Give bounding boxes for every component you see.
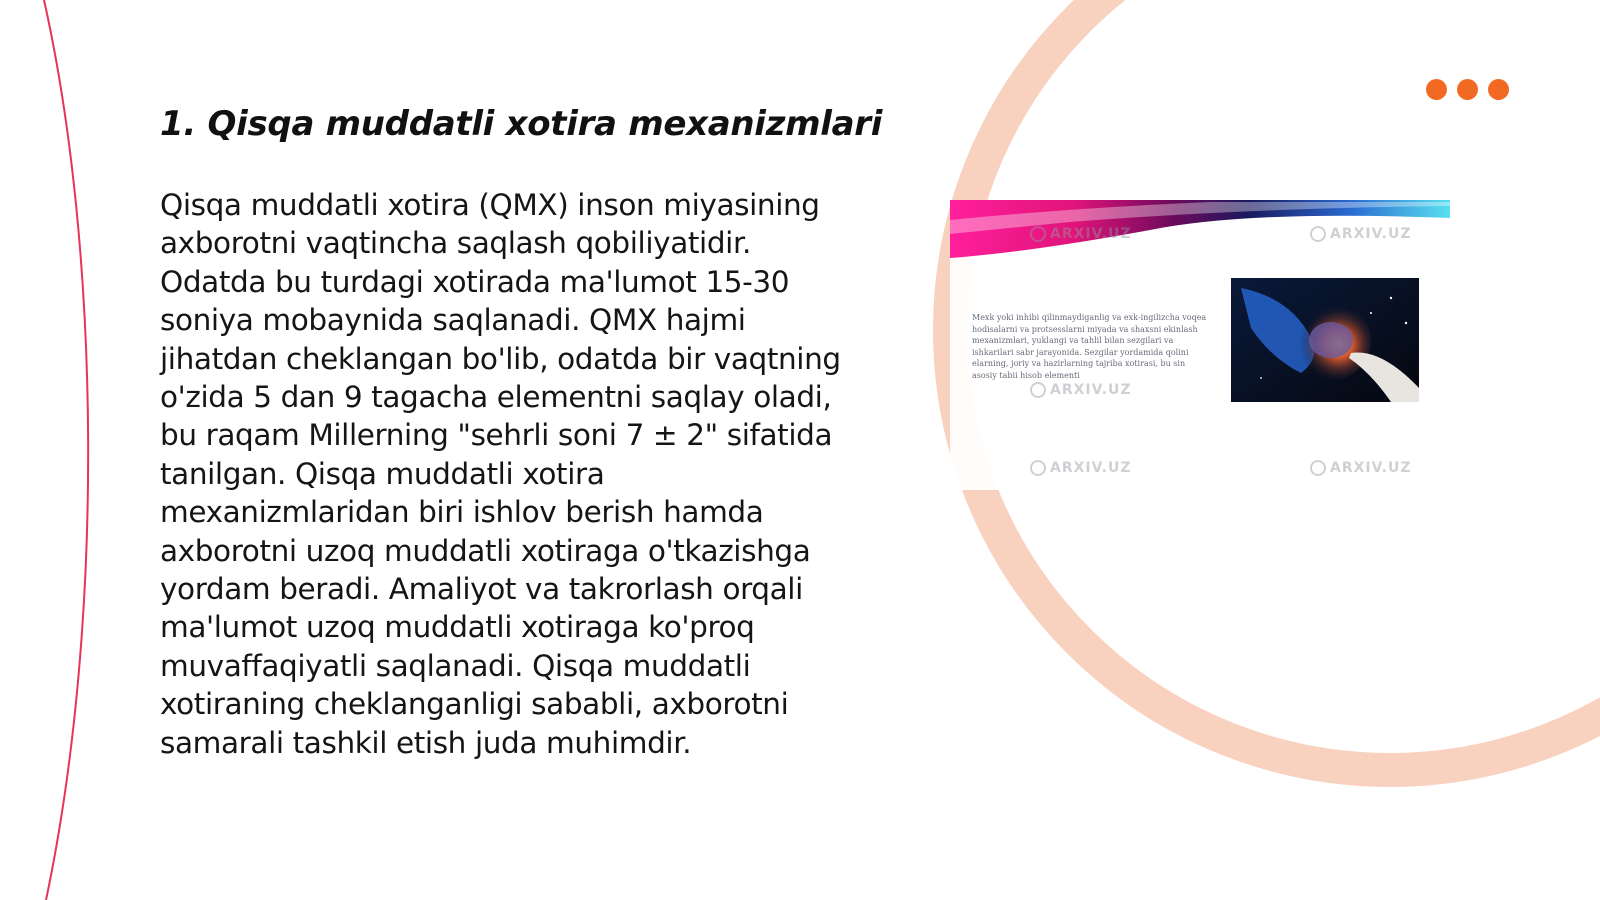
watermark: [1310, 226, 1412, 242]
dot: [1488, 79, 1509, 100]
slide-title: 1. Qisqa muddatli xotira mexanizmlari: [160, 104, 883, 144]
document-thumbnail: [950, 200, 1450, 490]
watermark-magnifier-icon: [1030, 460, 1046, 476]
more-dots-icon: [1426, 79, 1509, 100]
watermark: [1030, 226, 1132, 242]
watermark: [1030, 382, 1132, 398]
brain-hand-image: [1231, 278, 1419, 402]
watermark: [1030, 460, 1132, 476]
dot: [1457, 79, 1478, 100]
watermark-text: ARXIV.UZ: [1330, 460, 1412, 476]
watermark-text: ARXIV.UZ: [1050, 226, 1132, 242]
watermark-magnifier-icon: [1030, 382, 1046, 398]
watermark: [1310, 460, 1412, 476]
watermark-magnifier-icon: [1310, 460, 1326, 476]
watermark-magnifier-icon: [1030, 226, 1046, 242]
watermark-text: ARXIV.UZ: [1330, 226, 1412, 242]
slide-body-text: Qisqa muddatli xotira (QMX) inson miyasining axborotni vaqtincha saqlash qobiliyatidir. Odatda bu turdagi xotirada ma'lumot 15-30 soniya mobaynida saqlanadi. QMX hajmi jihatdan cheklangan bo'lib, odatda bir vaqtning o'zida 5 dan 9 tagacha elementni saqlay oladi, bu raqam Millerning "sehrli soni 7 ± 2" sifatida tanilgan. Qisqa muddatli xotira mexanizmlaridan biri ishlov berish hamda axborotni uzoq muddatli xotiraga o'tkazishga yordam beradi. Amaliyot va takrorlash orqali ma'lumot uzoq muddatli xotiraga ko'proq muvaffaqiyatli saqlanadi. Qisqa muddatli xotiraning cheklanganligi sababli, axborotni samarali tashkil etish juda muhimdir.: [160, 188, 841, 760]
watermark-text: ARXIV.UZ: [1050, 460, 1132, 476]
watermark-text: ARXIV.UZ: [1050, 382, 1132, 398]
thumbnail-text: Mexk yoki inhibi qilinmaydiganlig va exk-ingilizcha voqea hodisalarni va protsesslarni miyada va shaxsni ekinlash mexanizmlari, yuklangi va tahlil bilan sezgilari va ishkarilari sabr jarayonida. Sezgilar yordamida qolini elarning, joriy va hazirlarning tajriba xotirasi, bu sin asosiy tabii hisob elementi: [972, 313, 1207, 380]
watermark-magnifier-icon: [1310, 226, 1326, 242]
dot: [1426, 79, 1447, 100]
